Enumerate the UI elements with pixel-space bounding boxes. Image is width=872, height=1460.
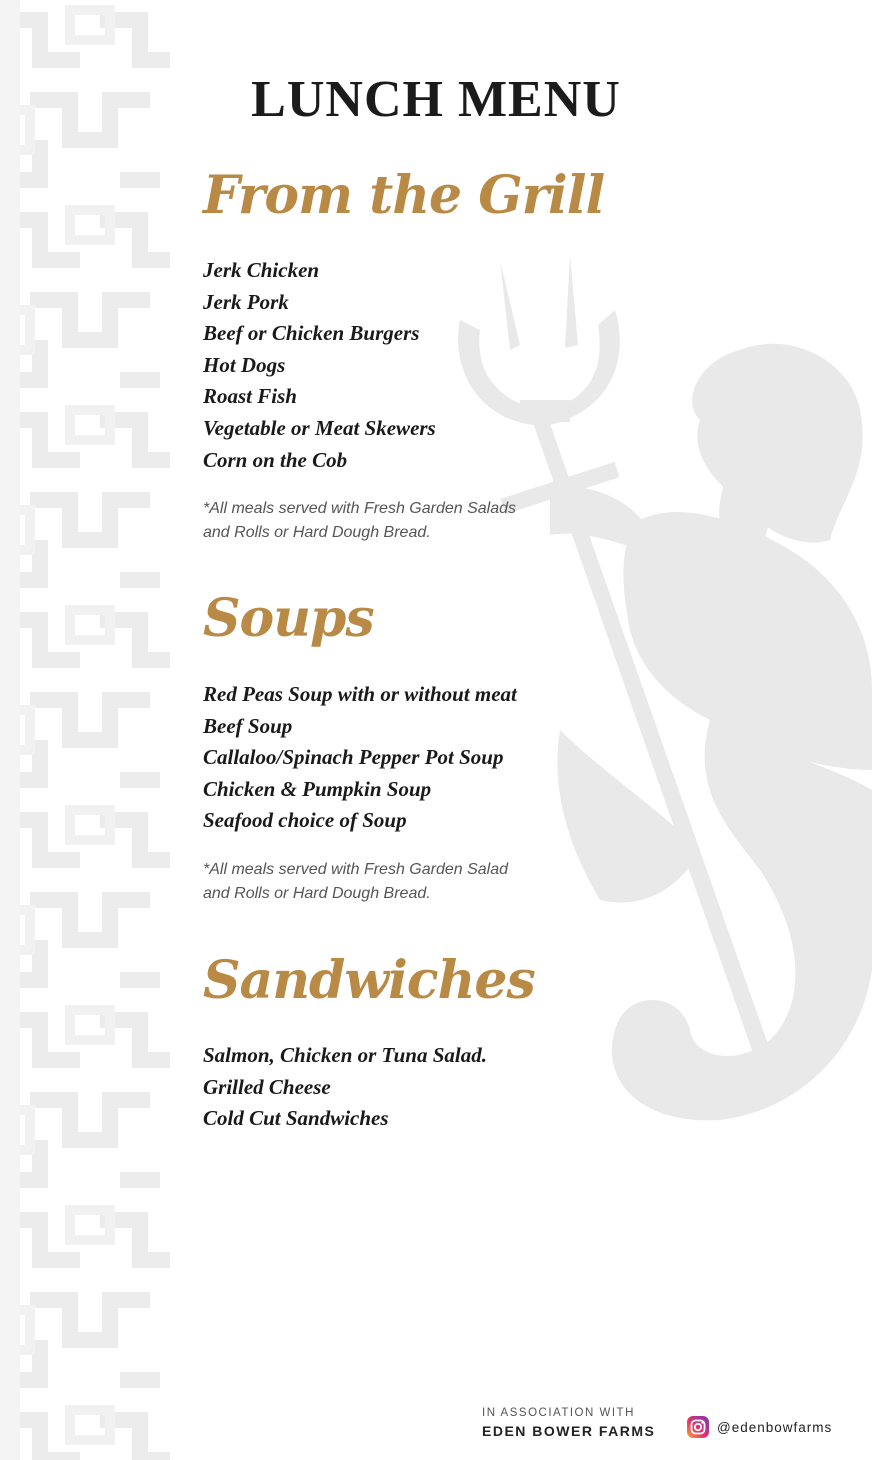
grill-items-list xyxy=(203,255,436,476)
list-item: Grilled Cheese xyxy=(203,1074,331,1099)
soups-items-list xyxy=(203,679,517,837)
menu-title: LUNCH MENU xyxy=(251,71,621,128)
association-label: IN ASSOCIATION WITH xyxy=(482,1407,635,1419)
list-item: Corn on the Cob xyxy=(203,447,348,472)
sandwiches-items-list xyxy=(203,1040,487,1135)
grill-note-line1: *All meals served with Fresh Garden Salads xyxy=(203,500,517,517)
association-name: EDEN BOWER FARMS xyxy=(482,1423,656,1439)
list-item: Vegetable or Meat Skewers xyxy=(203,415,436,440)
list-item: Roast Fish xyxy=(203,384,297,409)
list-item: Beef Soup xyxy=(203,713,293,738)
soups-note-line2: and Rolls or Hard Dough Bread. xyxy=(203,885,431,902)
instagram-icon xyxy=(687,1416,709,1438)
soups-note-line1: *All meals served with Fresh Garden Salad xyxy=(203,861,509,878)
list-item: Hot Dogs xyxy=(203,352,286,377)
social-link[interactable] xyxy=(687,1416,832,1438)
grill-note xyxy=(203,497,563,545)
list-item: Salmon, Chicken or Tuna Salad. xyxy=(203,1043,487,1067)
list-item: Callaloo/Spinach Pepper Pot Soup xyxy=(203,745,504,770)
list-item: Jerk Pork xyxy=(203,289,289,314)
decorative-pattern xyxy=(0,0,170,1460)
association-credit xyxy=(482,1405,655,1441)
list-item: Red Peas Soup with or without meat xyxy=(203,682,517,706)
list-item: Seafood choice of Soup xyxy=(203,808,407,833)
section-heading-grill: From the Grill xyxy=(203,165,605,226)
list-item: Beef or Chicken Burgers xyxy=(203,321,420,346)
section-heading-sandwiches: Sandwiches xyxy=(203,950,535,1011)
instagram-handle[interactable]: @edenbowfarms xyxy=(717,1419,833,1435)
list-item: Jerk Chicken xyxy=(203,258,320,282)
soups-note xyxy=(203,858,563,906)
grill-note-line2: and Rolls or Hard Dough Bread. xyxy=(203,524,431,541)
section-heading-soups: Soups xyxy=(203,588,374,649)
list-item: Chicken & Pumpkin Soup xyxy=(203,776,432,801)
list-item: Cold Cut Sandwiches xyxy=(203,1106,389,1131)
